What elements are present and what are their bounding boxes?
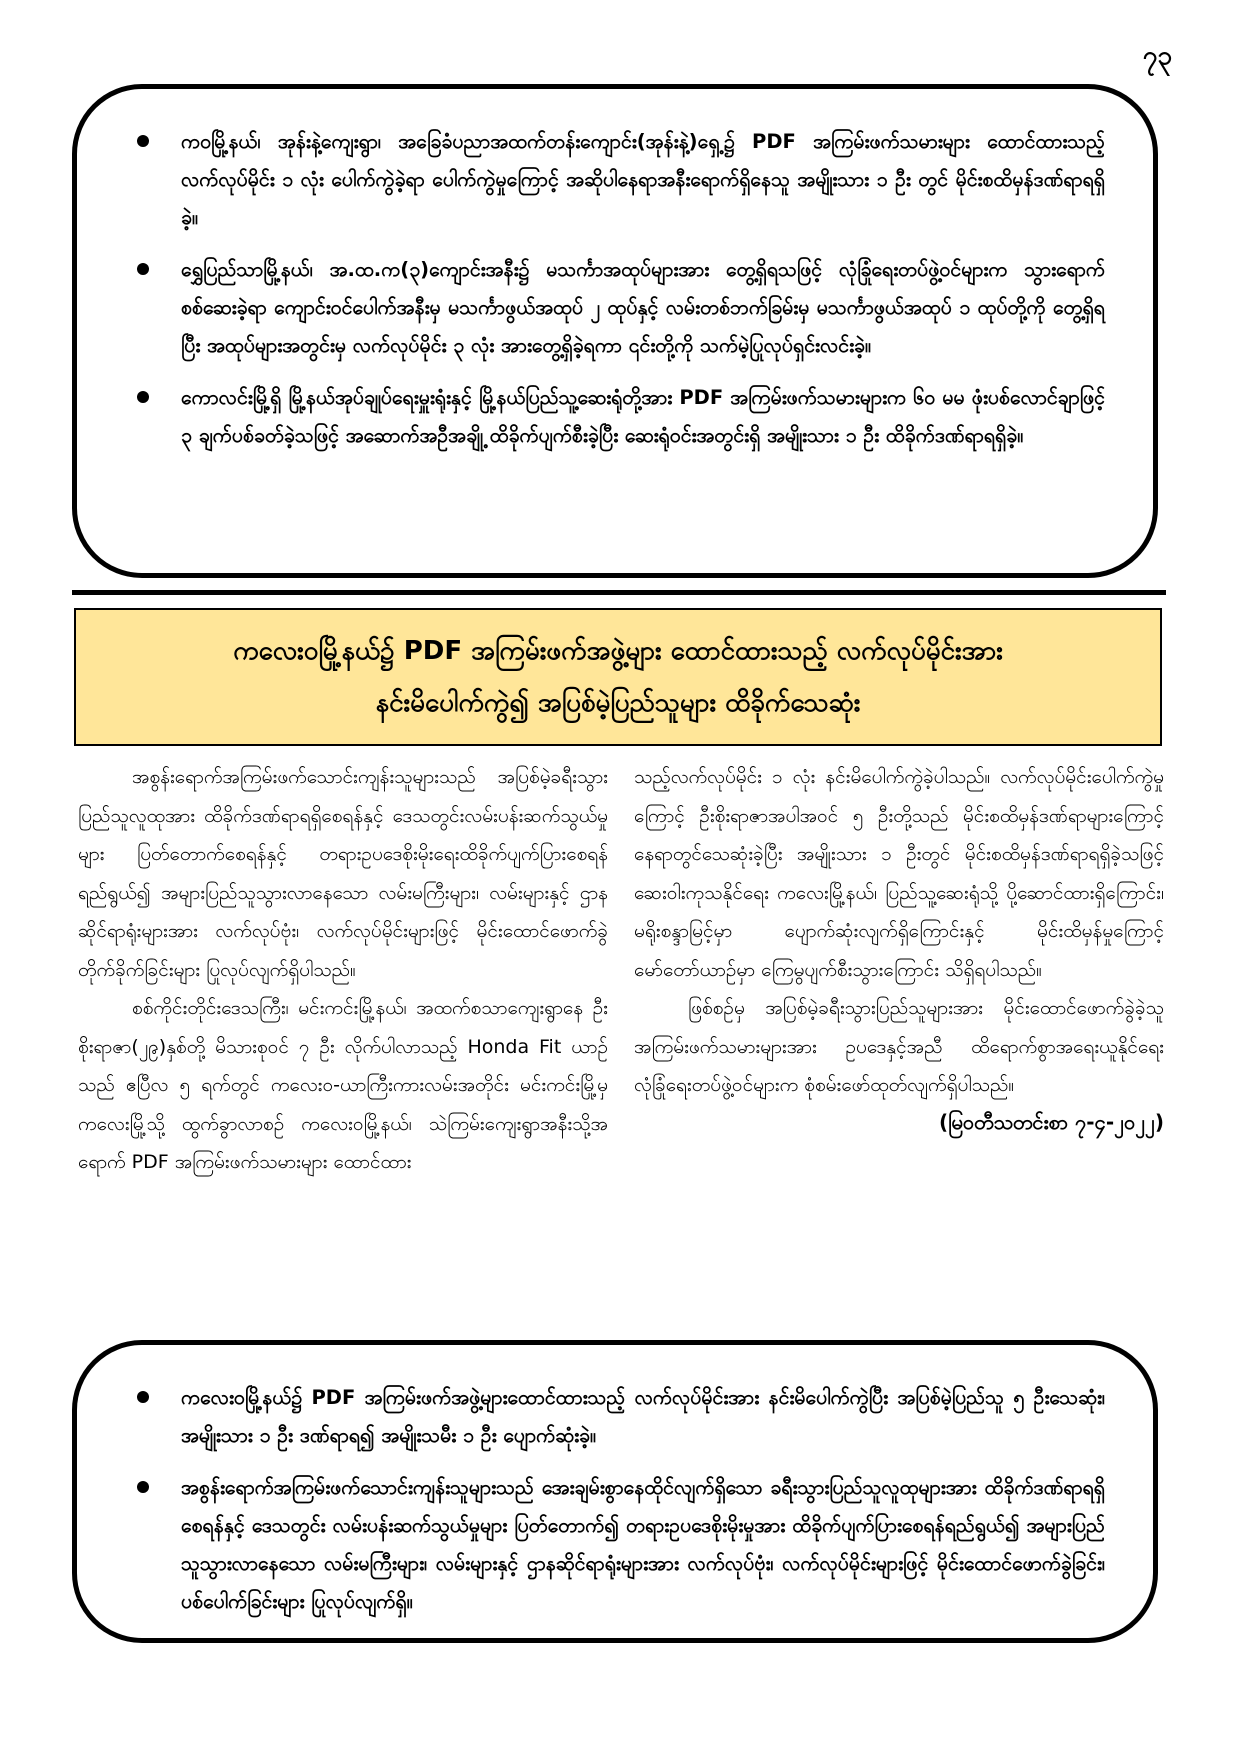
article-source: (မြဝတီသတင်းစာ ၇-၄-၂၀၂၂) bbox=[938, 1109, 1164, 1134]
headline-line-2: နင်းမိပေါက်ကွဲ၍ အပြစ်မဲ့ပြည်သူများ ထိခိုက်သေဆုံး bbox=[375, 688, 861, 718]
list-item-text: ကလေးဝမြို့နယ်၌ PDF အကြမ်းဖက်အဖွဲ့များထောင်ထားသည့် လက်လုပ်မိုင်းအား နင်းမိပေါက်ကွဲပြီး အပြစ်မဲ့ပြည်သူ ၅ ဦးသေဆုံး၊ အမျိုးသား ၁ ဦး ဒဏ်ရာရ၍ အမျိုးသမီး ၁ ဦး ပျောက်ဆုံးခဲ့။ bbox=[181, 1386, 1105, 1447]
bullet-icon bbox=[137, 135, 149, 147]
bullet-list bbox=[137, 1379, 1105, 1621]
summary-box-bottom bbox=[72, 1340, 1158, 1643]
list-item-text: ကဝမြို့နယ်၊ အုန်းနဲ့ကျေးရွာ၊ အခြေခံပညာအထက်တန်းကျောင်း(အုန်းနဲ့)ရှေ့၌ PDF အကြမ်းဖက်သမားများ ထောင်ထားသည့် လက်လုပ်မိုင်း ၁ လုံး ပေါက်ကွဲခဲ့ရာ ပေါက်ကွဲမှုကြောင့် အဆိုပါနေရာအနီးရောက်ရှိနေသူ အမျိုးသား ၁ ဦး တွင် မိုင်းစထိမှန်ဒဏ်ရာရရှိခဲ့။ bbox=[181, 130, 1105, 229]
bullet-icon bbox=[137, 1391, 149, 1403]
list-item bbox=[137, 379, 1105, 455]
bullet-icon bbox=[137, 263, 149, 275]
section-divider bbox=[72, 590, 1166, 595]
list-item bbox=[137, 123, 1105, 237]
summary-box-top bbox=[72, 84, 1158, 578]
list-item-text: အစွန်းရောက်အကြမ်းဖက်သောင်းကျန်းသူများသည် အေးချမ်းစွာနေထိုင်လျက်ရှိသော ခရီးသွားပြည်သူလူထုများအား ထိခိုက်ဒဏ်ရာရရှိစေရန်နှင့် ဒေသတွင်း လမ်းပန်းဆက်သွယ်မှုများ ပြတ်တောက်၍ တရားဥပဒေစိုးမိုးမှုအား ထိခိုက်ပျက်ပြားစေရန်ရည်ရွယ်၍ အများပြည်သူသွားလာနေသော လမ်းမကြီးများ၊ လမ်းများနှင့် ဌာနဆိုင်ရာရုံးများအား လက်လုပ်ဗုံး၊ လက်လုပ်မိုင်းများဖြင့် မိုင်းထောင်ဖောက်ခွဲခြင်း၊ ပစ်ပေါက်ခြင်းများ ပြုလုပ်လျက်ရှိ။ bbox=[181, 1476, 1105, 1613]
article-body bbox=[78, 758, 1164, 1278]
list-item bbox=[137, 1469, 1105, 1621]
article-column-left bbox=[78, 758, 608, 1278]
article-paragraph: စစ်ကိုင်းတိုင်းဒေသကြီး၊ မင်းကင်းမြို့နယ်၊ အထက်စသာကျေးရွာနေ ဦးစိုးရာဇာ(၂၉)နှစ်တို့ မိသားစုဝင် ၇ ဦး လိုက်ပါလာသည့် Honda Fit ယာဉ်သည် ဧပြီလ ၅ ရက်တွင် ကလေး၀-ယာကြီးကားလမ်းအတိုင်း မင်းကင်းမြို့မှ ကလေးမြို့သို့ ထွက်ခွာလာစဉ် ကလေးဝမြို့နယ်၊ သဲကြမ်းကျေးရွာအနီးသို့အရောက် PDF အကြမ်းဖက်သမားများ ထောင်ထား bbox=[78, 997, 608, 1173]
bullet-list bbox=[137, 123, 1105, 455]
page-number: ၇၃ bbox=[1142, 41, 1172, 71]
bullet-icon bbox=[137, 1481, 149, 1493]
article-paragraph: ဖြစ်စဉ်မှ အပြစ်မဲ့ခရီးသွားပြည်သူများအား မိုင်းထောင်ဖောက်ခွဲခဲ့သူ အကြမ်းဖက်သမားများအား ဥပဒေနှင့်အညီ ထိရောက်စွာအရေးယူနိုင်ရေး လုံခြုံရေးတပ်ဖွဲ့ဝင်များက စုံစမ်းဖော်ထုတ်လျက်ရှိပါသည်။ bbox=[634, 997, 1164, 1096]
article-column-right bbox=[634, 758, 1164, 1278]
list-item-text: ရွှေပြည်သာမြို့နယ်၊ အ.ထ.က(၃)ကျောင်းအနီး၌ မသင်္ကာအထုပ်များအား တွေ့ရှိရသဖြင့် လုံခြုံရေးတပ်ဖွဲ့ဝင်များက သွားရောက်စစ်ဆေးခဲ့ရာ ကျောင်းဝင်ပေါက်အနီးမှ မသင်္ကာဖွယ်အထုပ် ၂ ထုပ်နှင့် လမ်းတစ်ဘက်ခြမ်းမှ မသင်္ကာဖွယ်အထုပ် ၁ ထုပ်တို့ကို တွေ့ရှိရပြီး အထုပ်များအတွင်းမှ လက်လုပ်မိုင်း ၃ လုံး အားတွေ့ရှိခဲ့ရကာ ၎င်းတို့ကို သက်မဲ့ပြုလုပ်ရှင်းလင်းခဲ့။ bbox=[181, 258, 1105, 357]
list-item-text: ကောလင်းမြို့ရှိ မြို့နယ်အုပ်ချုပ်ရေးမှူးရုံးနှင့် မြို့နယ်ပြည်သူ့ဆေးရုံတို့အား PDF အကြမ်းဖက်သမားများက ၆၀ မမ ဖုံးပစ်လောင်ချာဖြင့် ၃ ချက်ပစ်ခတ်ခဲ့သဖြင့် အဆောက်အဦအချို့ ထိခိုက်ပျက်စီးခဲ့ပြီး ဆေးရုံဝင်းအတွင်းရှိ အမျိုးသား ၁ ဦး ထိခိုက်ဒဏ်ရာရရှိခဲ့။ bbox=[181, 386, 1105, 447]
headline-line-1: ကလေးဝမြို့နယ်၌ PDF အကြမ်းဖက်အဖွဲ့များ ထောင်ထားသည့် လက်လုပ်မိုင်းအား bbox=[233, 636, 1003, 666]
article-paragraph: အစွန်းရောက်အကြမ်းဖက်သောင်းကျန်းသူများသည် အပြစ်မဲ့ခရီးသွားပြည်သူလူထုအား ထိခိုက်ဒဏ်ရာရရှိစေရန်နှင့် ဒေသတွင်းလမ်းပန်းဆက်သွယ်မှုများ ပြတ်တောက်စေရန်နှင့် တရားဥပဒေစိုးမိုးရေးထိခိုက်ပျက်ပြားစေရန်ရည်ရွယ်၍ အများပြည်သူသွားလာနေသော လမ်းမကြီးများ၊ လမ်းများနှင့် ဌာနဆိုင်ရာရုံးများအား လက်လုပ်ဗုံး၊ လက်လုပ်မိုင်းများဖြင့် မိုင်းထောင်ဖောက်ခွဲတိုက်ခိုက်ခြင်းများ ပြုလုပ်လျက်ရှိပါသည်။ bbox=[78, 766, 608, 981]
article-paragraph: သည့်လက်လုပ်မိုင်း ၁ လုံး နင်းမိပေါက်ကွဲခဲ့ပါသည်။ လက်လုပ်မိုင်းပေါက်ကွဲမှုကြောင့် ဦးစိုးရာဇာအပါအဝင် ၅ ဦးတို့သည် မိုင်းစထိမှန်ဒဏ်ရာများကြောင့် နေရာတွင်သေဆုံးခဲ့ပြီး အမျိုးသား ၁ ဦးတွင် မိုင်းစထိမှန်ဒဏ်ရာရရှိခဲ့သဖြင့် ဆေးဝါးကုသနိုင်ရေး ကလေးမြို့နယ်၊ ပြည်သူ့ဆေးရုံသို့ ပို့ဆောင်ထားရှိကြောင်း၊ မရိုးစန္ဒာမြင့်မှာ ပျောက်ဆုံးလျက်ရှိကြောင်းနှင့် မိုင်းထိမှန်မှုကြောင့် မော်တော်ယာဉ်မှာ ကြေမွပျက်စီးသွားကြောင်း သိရှိရပါသည်။ bbox=[634, 766, 1164, 981]
bullet-icon bbox=[137, 391, 149, 403]
list-item bbox=[137, 251, 1105, 365]
list-item bbox=[137, 1379, 1105, 1455]
article-headline bbox=[74, 608, 1162, 746]
